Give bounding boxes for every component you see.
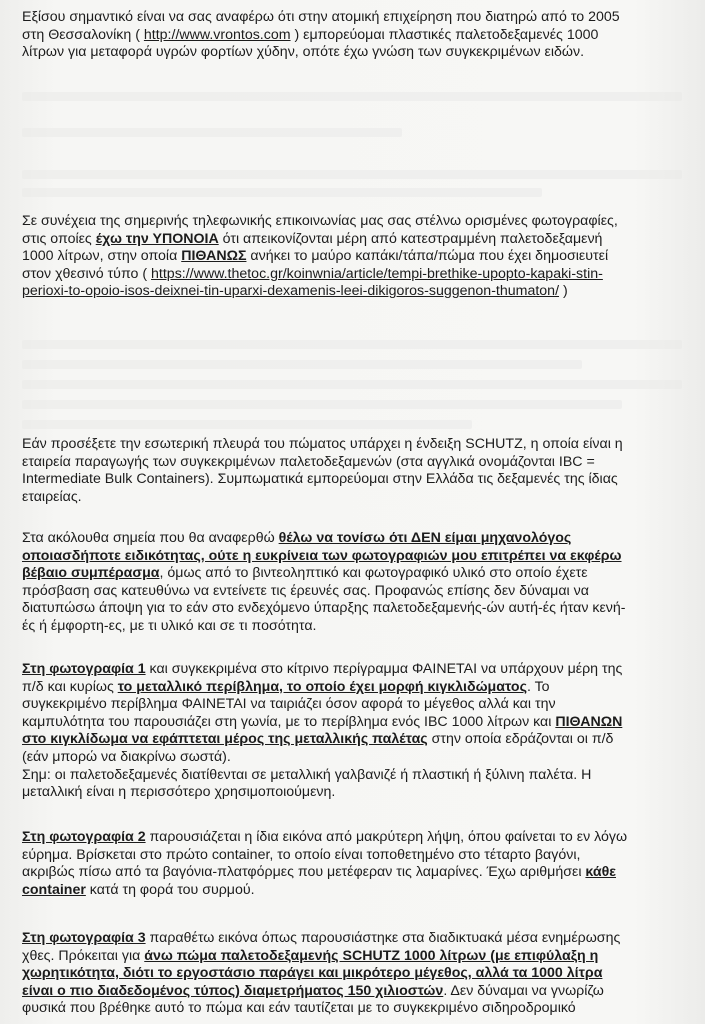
text-segment: ές ή έμφορτη-ες, με τι υλικό και σε τι ποσότητα.: [22, 617, 317, 634]
text-line: [22, 248, 705, 266]
emphasis-text: οποιασδήποτε ειδικότητας, ούτε η ευκρίνεια των φωτογραφιών μου επιτρέπει να εκφέρω: [22, 547, 622, 564]
text-line: [22, 864, 705, 882]
text-line: [22, 548, 705, 566]
text-line: [22, 714, 705, 732]
text-segment: λίτρων για μεταφορά υγρών φορτίων χύδην, οπότε έχω γνώση των συγκεκριμένων ειδών.: [22, 44, 585, 61]
emphasis-text: Στη φωτογραφία 3: [22, 930, 146, 946]
text-line: [22, 489, 705, 507]
text-line: [22, 829, 705, 847]
url-link[interactable]: http://www.vrontos.com: [143, 26, 291, 43]
text-line: [22, 1000, 705, 1018]
url-link[interactable]: perioxi-to-opoio-isos-deixnei-tin-uparxi-dexamenis-leei-dikigoros-suggenon-thumaton/: [22, 283, 560, 300]
paragraph-phone-call: [22, 213, 705, 301]
text-segment: Στα ακόλουθα σημεία που θα αναφερθώ: [22, 530, 279, 546]
text-segment: συγκεκριμένο περίβλημα ΦΑΙΝΕΤΑΙ να ταιριάζει όσον αφορά το μέγεθος αλλά και την: [22, 696, 556, 713]
text-segment: κατά τη φορά του συρμού.: [85, 881, 255, 898]
text-line: [22, 583, 705, 601]
emphasis-text: είναι ο πιο διαδεδομένος τύπος) διαμετρήματος 150 χιλιοστών: [22, 982, 444, 999]
emphasis-text: Στη φωτογραφία 2: [22, 829, 146, 845]
text-segment: π/δ και κυρίως: [22, 678, 118, 695]
text-line: [22, 847, 705, 865]
text-segment: ακριβώς πίσω από τα βαγόνια-πλατφόρμες που μετέφεραν τις λαμαρίνες. Έχω αριθμήσει: [22, 864, 586, 881]
paragraph-disclaimer: [22, 530, 705, 636]
paragraph-schutz: [22, 436, 705, 506]
text-line: [22, 454, 705, 472]
text-segment: ) εμπορεύομαι πλαστικές παλετοδεξαμενές 1000: [290, 26, 599, 43]
url-link[interactable]: https://www.thetoc.gr/koinwnia/article/tempi-brethike-upopto-kapaki-stin-: [151, 265, 603, 282]
text-line: [22, 565, 705, 583]
text-segment: ότι απεικονίζονται μέρη από κατεστραμμένη παλετοδεξαμενή: [218, 230, 603, 247]
text-segment: Σημ: οι παλετοδεξαμενές διατίθενται σε μεταλλική γαλβανιζέ ή πλαστική ή ξύλινη παλέτα. Η: [22, 766, 592, 783]
text-segment: καμπυλότητα του παρουσιάζει στη γωνία, με το περίβλημα ενός IBC 1000 λίτρων και: [22, 713, 556, 730]
emphasis-text: ΠΙΘΑΝΩΣ: [181, 248, 247, 265]
emphasis-text: στο κιγκλίδωμα να εφάπτεται μέρος της μεταλλικής παλέτας: [22, 731, 428, 748]
emphasis-text: θέλω να τονίσω ότι ΔΕΝ είμαι μηχανολόγος: [278, 530, 572, 546]
text-line: [22, 661, 705, 679]
text-segment: πρόσβαση σας κατευθύνω να εντείνετε τις έρευνές σας. Προφανώς επίσης δεν δύναμαι να: [22, 582, 589, 599]
text-line: [22, 44, 705, 62]
paragraph-photo-1: [22, 661, 705, 802]
emphasis-text: κάθε: [585, 864, 616, 881]
emphasis-text: Στη φωτογραφία 1: [22, 661, 146, 677]
text-line: [22, 948, 705, 966]
text-line: [22, 9, 705, 27]
text-line: [22, 965, 705, 983]
text-line: [22, 679, 705, 697]
emphasis-text: βέβαιο συμπέρασμα: [22, 565, 160, 582]
emphasis-text: άνω πώμα παλετοδεξαμενής SCHUTZ 1000 λίτρων (με επιφύλαξη η: [144, 947, 599, 964]
text-segment: (εάν μπορώ να διακρίνω σωστά).: [22, 748, 231, 765]
text-segment: Intermediate Bulk Containers). Συμπωματικά εμπορεύομαι στην Ελλάδα τις δεξαμενές της ίδιας: [22, 471, 618, 488]
text-segment: στην οποία εδράζονται οι π/δ: [427, 731, 614, 748]
text-segment: φυσικά που βρέθηκε αυτό το πώμα και εάν ταυτίζεται με το συγκεκριμένο σιδηροδρομικό: [22, 1000, 576, 1017]
text-line: [22, 749, 705, 767]
text-line: [22, 27, 705, 45]
emphasis-text: έχω την ΥΠΟΝΟΙΑ: [95, 230, 219, 247]
text-line: [22, 618, 705, 636]
text-line: [22, 784, 705, 802]
text-line: [22, 731, 705, 749]
text-segment: στις οποίες: [22, 230, 96, 247]
text-line: [22, 930, 705, 948]
text-line: [22, 283, 705, 301]
text-line: [22, 471, 705, 489]
text-segment: εύρημα. Βρίσκεται στο πρώτο container, το οποίο είναι τοποθετημένο στο τέταρτο βαγόνι,: [22, 846, 581, 863]
text-segment: στη Θεσσαλονίκη (: [22, 26, 144, 43]
text-segment: εταιρείας.: [22, 488, 82, 505]
text-line: [22, 983, 705, 1001]
emphasis-text: ΠΙΘΑΝΩΝ: [555, 713, 623, 730]
text-line: [22, 882, 705, 900]
text-segment: διατυπώσω άποψη για το εάν στο ενδεχόμενο ύπαρξης παλετοδεξαμενής-ών αυτή-ές ήταν κενή-: [22, 600, 626, 617]
text-segment: ): [559, 283, 568, 300]
text-line: [22, 436, 705, 454]
text-segment: στον χθεσινό τύπο (: [22, 265, 152, 282]
text-segment: , όμως από το βιντεοληπτικό και φωτογραφικό υλικό στο οποίο έχετε: [159, 565, 588, 582]
text-segment: χθες. Πρόκειται για: [22, 947, 145, 964]
text-line: [22, 231, 705, 249]
text-segment: 1000 λίτρων, στην οποία: [22, 248, 182, 265]
text-segment: και συγκεκριμένα στο κίτρινο περίγραμμα ΦΑΙΝΕΤΑΙ να υπάρχουν μέρη της: [145, 661, 623, 677]
text-line: [22, 767, 705, 785]
paragraph-photo-3: [22, 930, 705, 1018]
text-line: [22, 266, 705, 284]
text-segment: παρουσιάζεται η ίδια εικόνα από μακρύτερη λήψη, όπου φαίνεται το εν λόγω: [145, 829, 628, 845]
text-segment: μεταλλική είναι η περισσότερο χρησιμοποιούμενη.: [22, 784, 336, 801]
emphasis-text: το μεταλλικό περίβλημα, το οποίο έχει μορφή κιγκλιδώματος: [117, 678, 527, 695]
text-segment: Σε συνέχεια της σημερινής τηλεφωνικής επικοινωνίας μας σας στέλνω ορισμένες φωτογραφίες,: [22, 213, 618, 229]
text-segment: . Δεν δύναμαι να γνωρίζω: [443, 982, 604, 999]
text-segment: ανήκει το μαύρο καπάκι/τάπα/πώμα που έχει δημοσιευτεί: [246, 248, 609, 265]
text-segment: . Το: [526, 678, 550, 695]
emphasis-text: container: [22, 881, 86, 898]
text-line: [22, 213, 705, 231]
text-line: [22, 696, 705, 714]
paragraph-intro: [22, 9, 705, 62]
text-segment: Εάν προσέξετε την εσωτερική πλευρά του πώματος υπάρχει η ένδειξη SCHUTZ, η οποία είναι η: [22, 436, 623, 452]
paragraph-photo-2: [22, 829, 705, 899]
text-segment: εταιρεία παραγωγής των συγκεκριμένων παλετοδεξαμενών (στα αγγλικά ονομάζονται IBC =: [22, 453, 595, 470]
text-segment: παραθέτω εικόνα όπως παρουσιάστηκε στα διαδικτυακά μέσα ενημέρωσης: [145, 930, 621, 946]
text-line: [22, 600, 705, 618]
text-line: [22, 530, 705, 548]
text-segment: Εξίσου σημαντικό είναι να σας αναφέρω ότι στην ατομική επιχείρηση που διατηρώ από το 2005: [22, 9, 620, 25]
emphasis-text: χωρητικότητα, διότι το εργοστάσιο παράγει και μικρότερο μέγεθος, αλλά τα 1000 λίτρα: [22, 965, 603, 982]
